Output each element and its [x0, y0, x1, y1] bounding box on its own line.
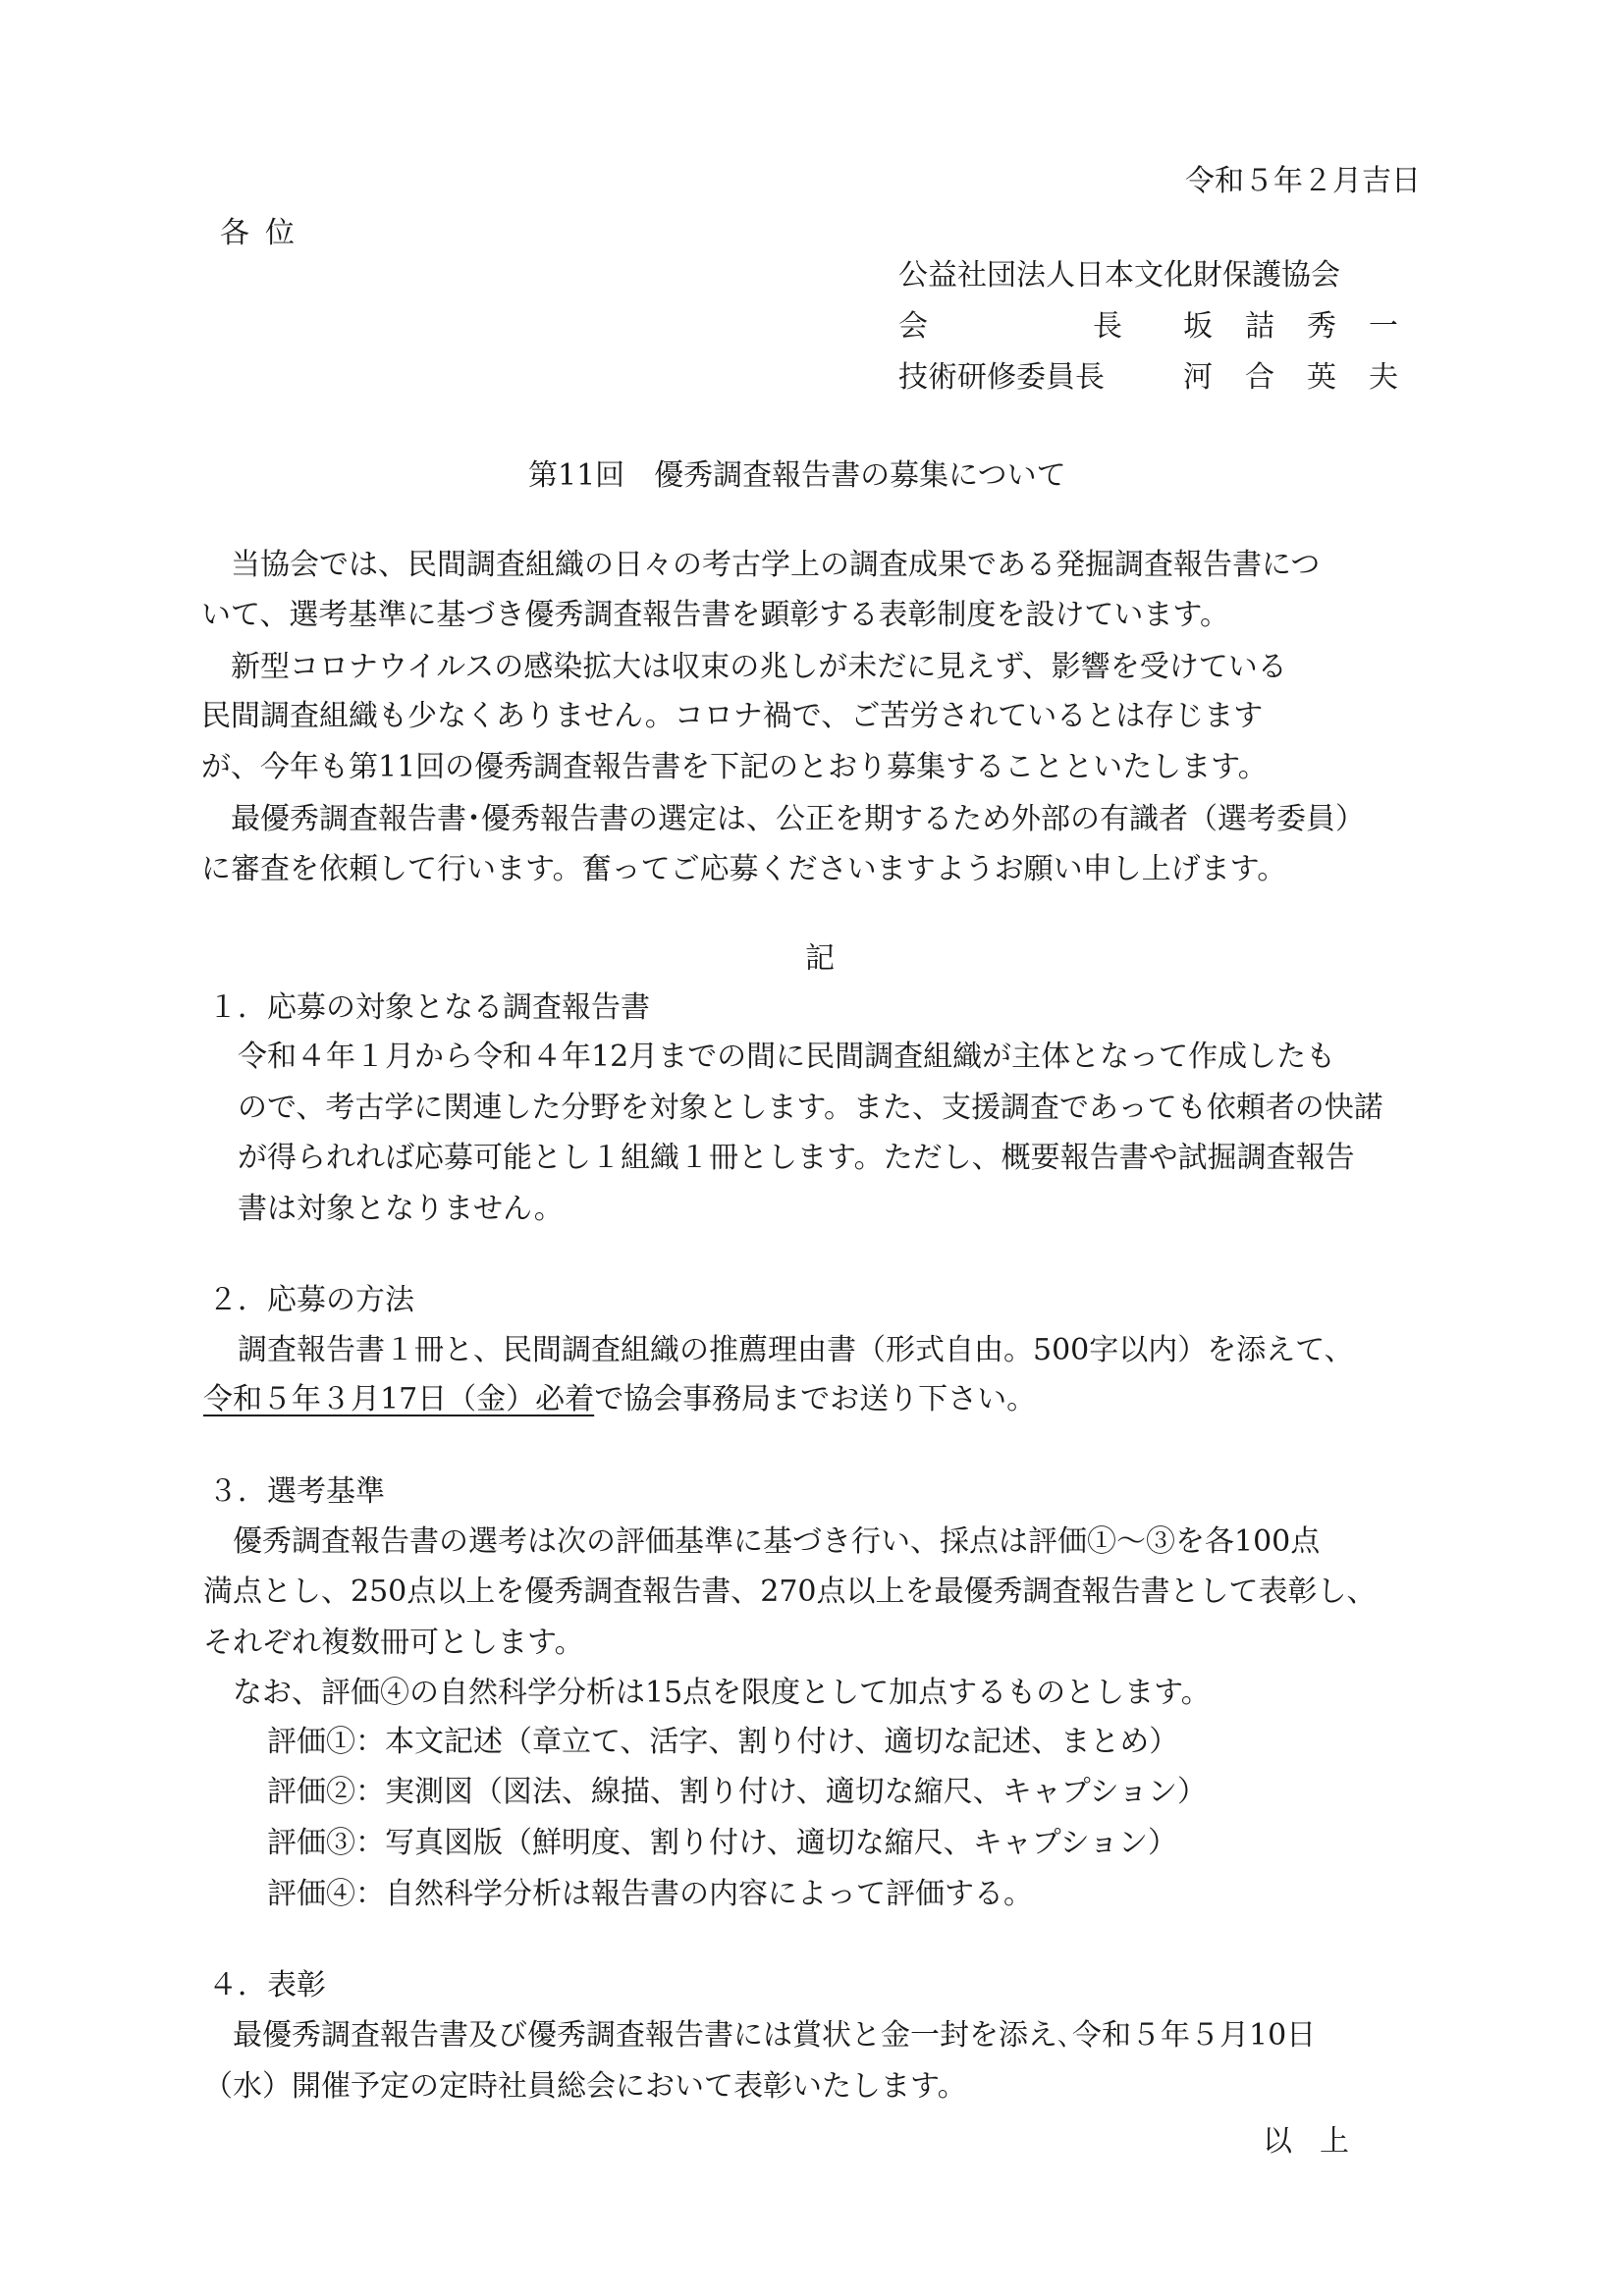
sender-president-role-b: 長: [1093, 309, 1122, 344]
section-line: ので、考古学に関連した分野を対象とします。また、支援調査であっても依頼者の快諾: [208, 1091, 1383, 1125]
section-heading: １．応募の対象となる調査報告書: [208, 990, 650, 1025]
document-title: 第11回 優秀調査報告書の募集について: [528, 458, 1066, 493]
deadline-rest: で協会事務局までお送り下さい。: [594, 1382, 1037, 1416]
intro-line: に審査を依頼して行います。奮ってご応募くださいますようお願い申し上げます。: [201, 852, 1287, 886]
section-heading: ４．表彰: [208, 1968, 326, 2002]
sender-committee-role: 技術研修委員長: [898, 360, 1105, 395]
sender-president-name: 坂詰秀一: [1183, 309, 1431, 344]
section-line: 満点とし、250点以上を優秀調査報告書、270点以上を最優秀調査報告書として表彰し、: [203, 1575, 1377, 1609]
criterion-item: 評価②：実測図（図法、線描、割り付け、適切な縮尺、キャプション）: [267, 1775, 1207, 1809]
criterion-item: 評価③：写真図版（鮮明度、割り付け、適切な縮尺、キャプション）: [267, 1826, 1177, 1860]
section-line: 令和４年１月から令和４年12月までの間に民間調査組織が主体となって作成したも: [208, 1040, 1336, 1074]
section-line: 調査報告書１冊と、民間調査組織の推薦理由書（形式自由。500字以内）を添えて、: [208, 1333, 1354, 1367]
intro-line: 新型コロナウイルスの感染拡大は収束の兆しが未だに見えず、影響を受けている: [201, 650, 1287, 684]
intro-line: 当協会では、民間調査組織の日々の考古学上の調査成果である発掘調査報告書につ: [201, 548, 1321, 582]
sender-president-role: [898, 309, 1122, 344]
section-line: が得られれば応募可能とし１組織１冊とします。ただし、概要報告書や試掘調査報告: [208, 1141, 1355, 1175]
sender-president-role-a: 会: [898, 309, 928, 344]
intro-line: が、今年も第11回の優秀調査報告書を下記のとおり募集することといたします。: [201, 750, 1268, 784]
criterion-item: 評価①：本文記述（章立て、活字、割り付け、適切な記述、まとめ）: [267, 1725, 1179, 1759]
sender-committee-name: 河合英夫: [1183, 360, 1431, 395]
section-line: [203, 1382, 1037, 1416]
sender-organization: 公益社団法人日本文化財保護協会: [898, 258, 1340, 293]
closing-ijo: 以上: [1263, 2124, 1377, 2159]
section-line: なお、評価④の自然科学分析は15点を限度として加点するものとします。: [203, 1676, 1211, 1710]
section-line: 優秀調査報告書の選考は次の評価基準に基づき行い、採点は評価①～③を各100点: [203, 1524, 1321, 1559]
issue-date: 令和５年２月吉日: [1185, 164, 1421, 198]
section-line: 書は対象となりません。: [208, 1192, 564, 1226]
section-line: （水）開催予定の定時社員総会において表彰いたします。: [203, 2069, 967, 2104]
sender-committee: [898, 360, 1431, 395]
intro-line: 最優秀調査報告書･優秀報告書の選定は、公正を期するため外部の有識者（選考委員）: [201, 802, 1365, 836]
intro-line: 民間調査組織も少なくありません。コロナ禍で、ご苦労されているとは存じます: [201, 699, 1264, 733]
section-heading: ３．選考基準: [208, 1474, 385, 1509]
deadline: 令和５年３月17日（金）必着: [203, 1382, 595, 1416]
ki-marker: 記: [805, 941, 835, 976]
section-heading: ２．応募の方法: [208, 1283, 414, 1317]
criterion-item: 評価④：自然科学分析は報告書の内容によって評価する。: [267, 1877, 1033, 1911]
section-line: 最優秀調査報告書及び優秀調査報告書には賞状と金一封を添え､令和５年５月10日: [203, 2018, 1317, 2053]
sender-president: [898, 309, 1431, 344]
section-line: それぞれ複数冊可とします。: [203, 1626, 584, 1660]
addressee: 各位: [220, 216, 310, 250]
intro-line: いて、選考基準に基づき優秀調査報告書を顕彰する表彰制度を設けています。: [201, 598, 1229, 632]
